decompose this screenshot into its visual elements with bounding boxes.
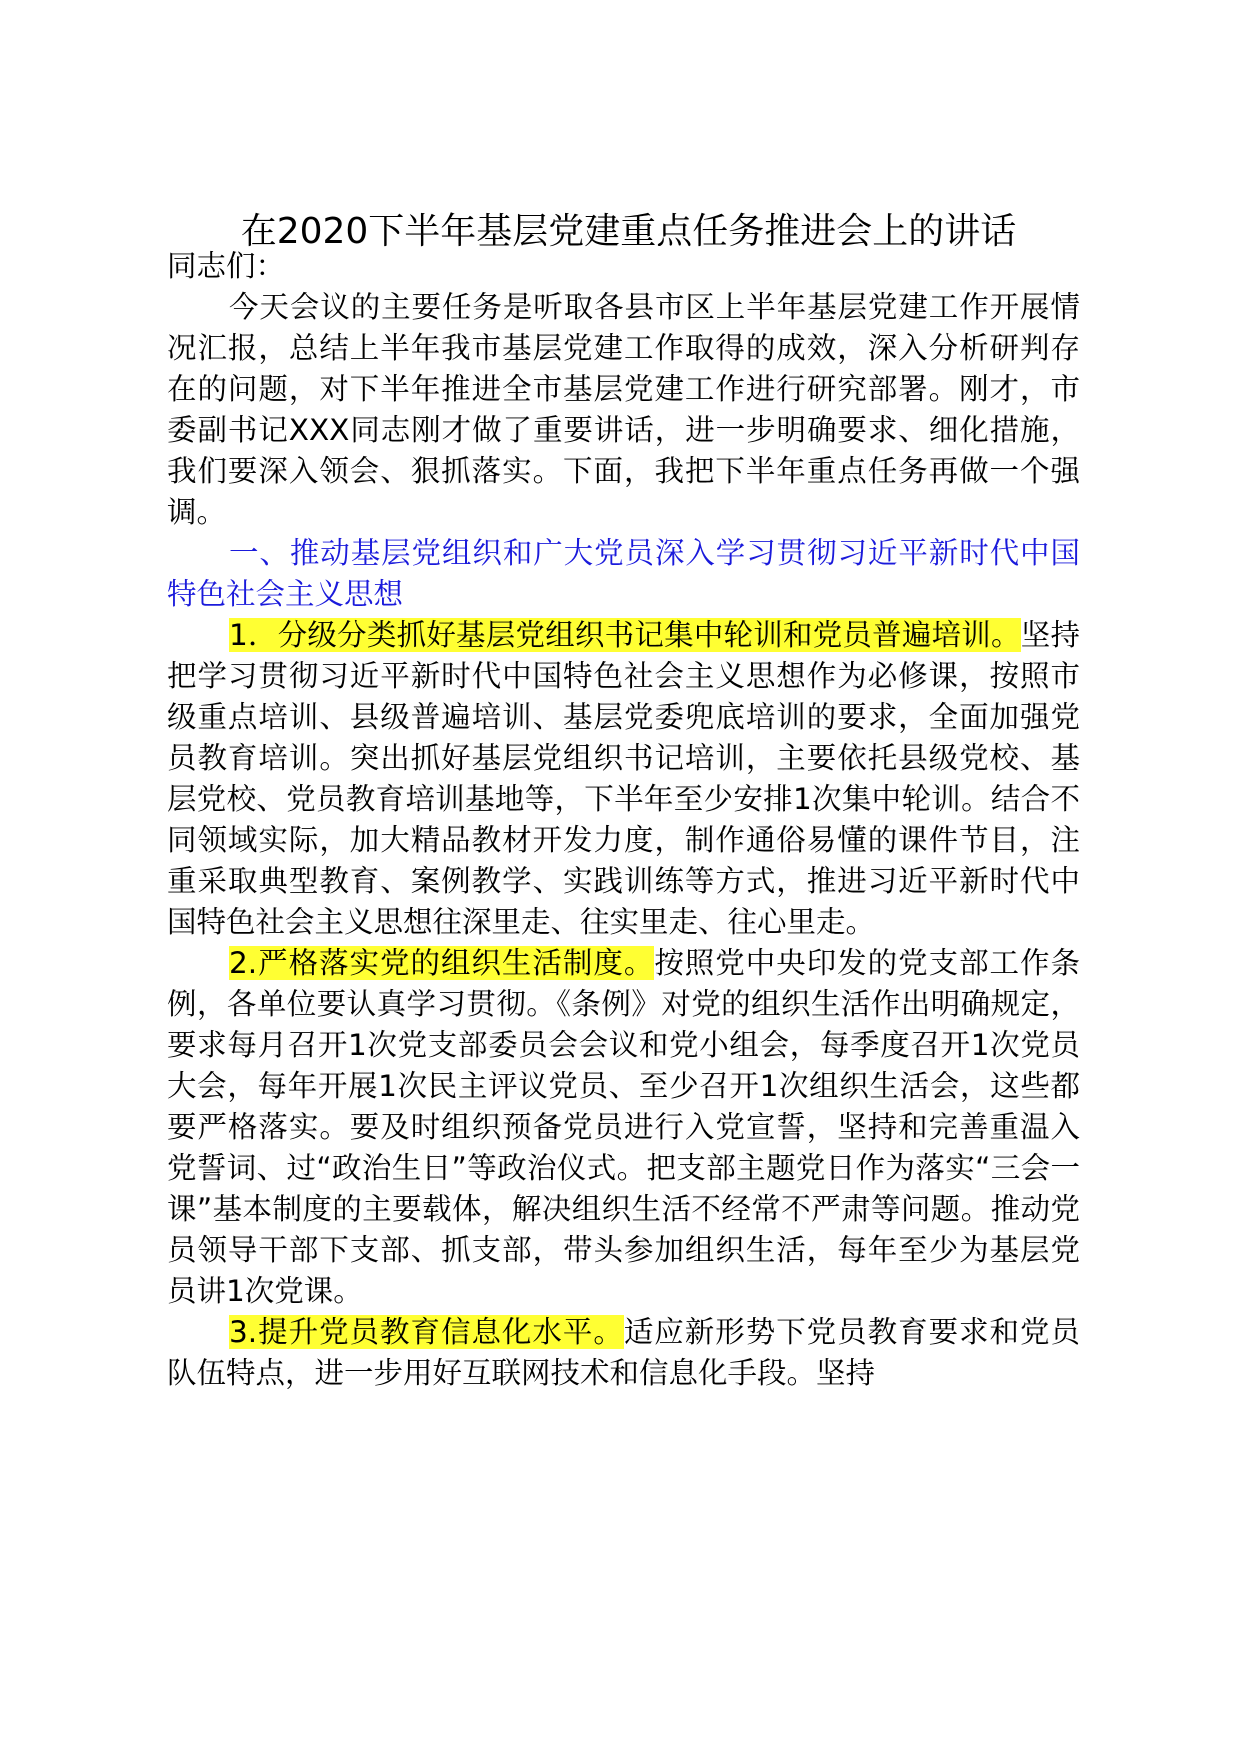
document-body <box>167 210 1080 1394</box>
section-heading-1: 一、推动基层党组织和广大党员深入学习贯彻习近平新时代中国特色社会主义思想 <box>167 536 1080 611</box>
item-3-title: 3.提升党员教育信息化水平。 <box>229 1315 624 1349</box>
item-3-body: 适应新形势下党员教育要求和党员队伍特点，进一步用好互联网技术和信息化手段。坚持 <box>167 1315 1080 1390</box>
item-1-body: 坚持把学习贯彻习近平新时代中国特色社会主义思想作为必修课，按照市级重点培训、县级普遍培训、基层党委兜底培训的要求，全面加强党员教育培训。突出抓好基层党组织书记培训，主要依托县级党校、基层党校、党员教育培训基地等，下半年至少安排1次集中轮训。结合不同领域实际，加大精品教材开发力度，制作通俗易懂的课件节目，注重采取典型教育、案例教学、实践训练等方式，推进习近平新时代中国特色社会主义思想往深里走、往实里走、往心里走。 <box>167 618 1080 939</box>
item-2-body: 按照党中央印发的党支部工作条例，各单位要认真学习贯彻。《条例》对党的组织生活作出明确规定，要求每月召开1次党支部委员会会议和党小组会，每季度召开1次党员大会，每年开展1次民主评议党员、至少召开1次组织生活会，这些都要严格落实。要及时组织预备党员进行入党宣誓，坚持和完善重温入党誓词、过“政治生日”等政治仪式。把支部主题党日作为落实“三会一课”基本制度的主要载体，解决组织生活不经常不严肃等问题。推动党员领导干部下支部、抓支部，带头参加组织生活，每年至少为基层党员讲1次党课。 <box>167 946 1080 1308</box>
intro-paragraph: 今天会议的主要任务是听取各县市区上半年基层党建工作开展情况汇报，总结上半年我市基层党建工作取得的成效，深入分析研判存在的问题，对下半年推进全市基层党建工作进行研究部署。刚才，市委副书记XXX同志刚才做了重要讲话，进一步明确要求、细化措施，我们要深入领会、狠抓落实。下面，我把下半年重点任务再做一个强调。 <box>167 290 1080 529</box>
item-2-paragraph <box>167 943 1080 1312</box>
item-3-paragraph <box>167 1312 1080 1394</box>
item-2-title: 2.严格落实党的组织生活制度。 <box>229 946 655 980</box>
item-1-paragraph <box>167 615 1080 943</box>
document-title: 在2020下半年基层党建重点任务推进会上的讲话 <box>240 211 1017 252</box>
item-1-title: 1．分级分类抓好基层党组织书记集中轮训和党员普遍培训。 <box>229 618 1021 652</box>
salutation: 同志们： <box>167 249 286 283</box>
